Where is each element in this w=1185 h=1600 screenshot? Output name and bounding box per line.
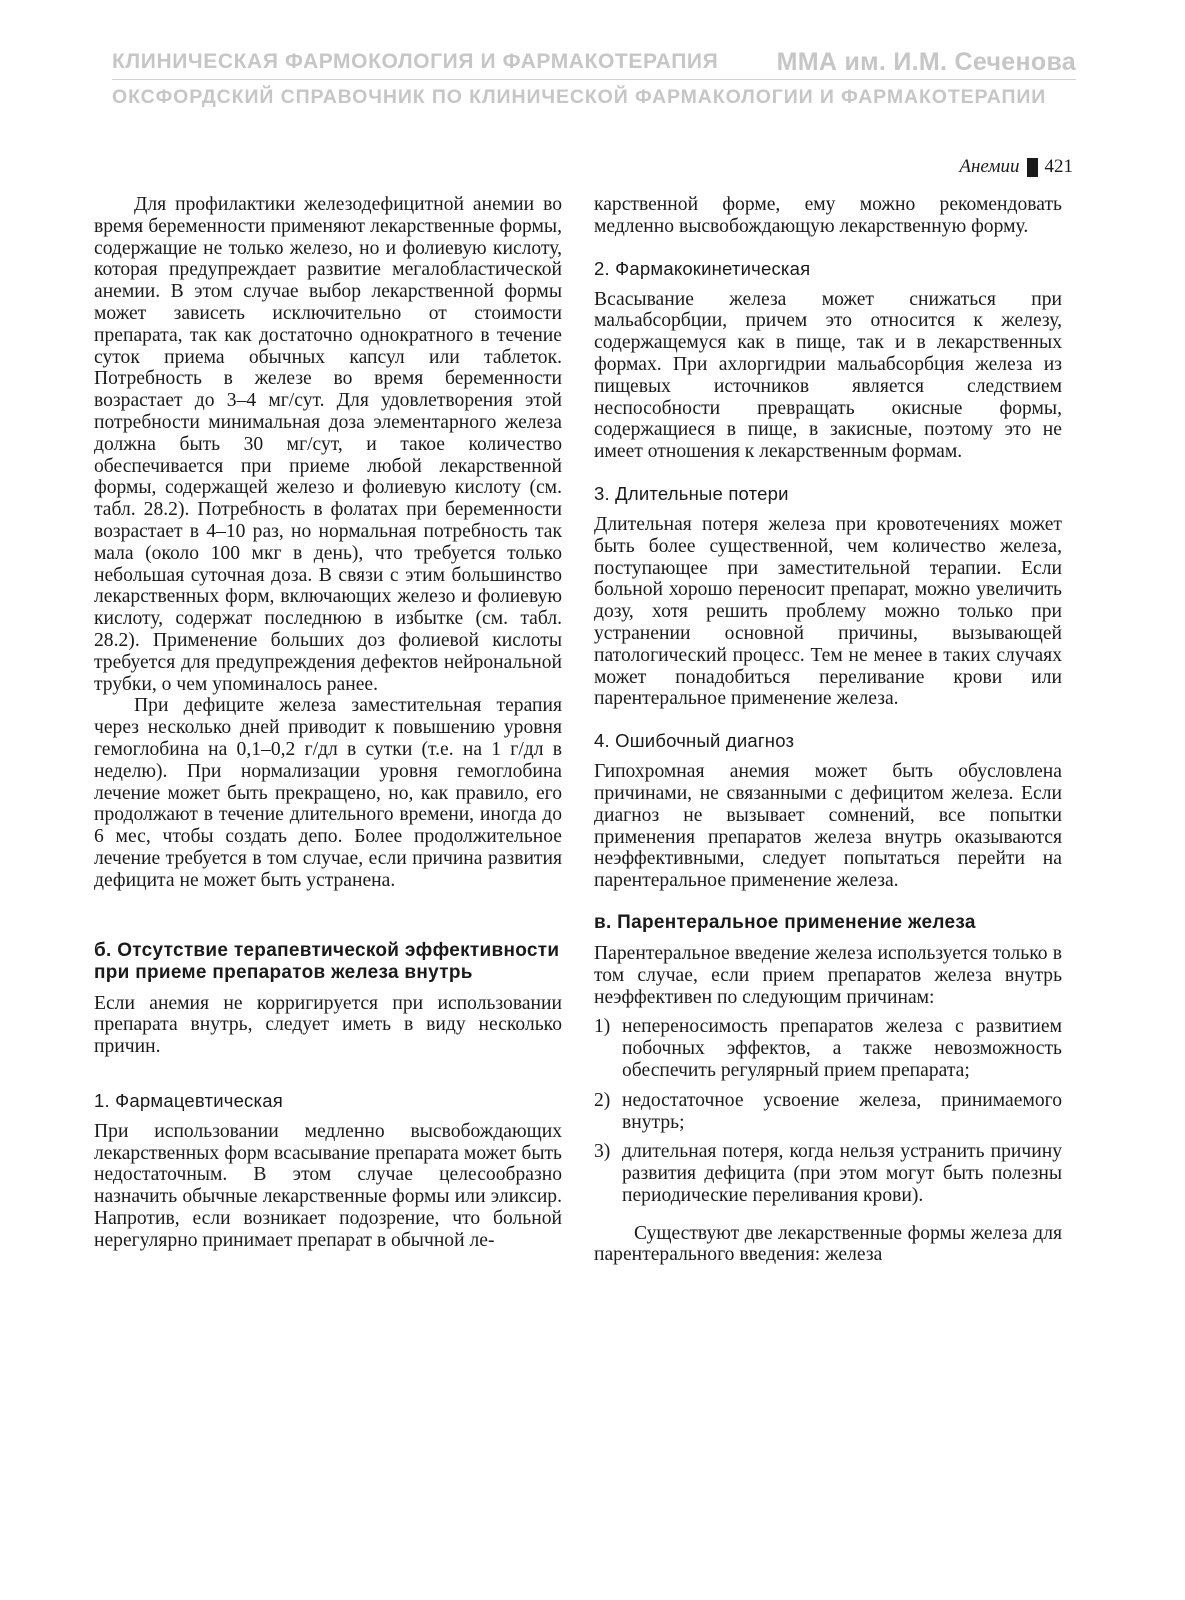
paragraph-replacement-therapy: При дефиците железа заместительная терапия через несколько дней приводит к повышению уровня гемоглобина на 0,1–0,2 г/дл в сутки (т.е. на 1 г/дл в неделю). При нормализации уровня гемоглобина лечение может быть прекращено, но, как правило, его продолжают в течение длительного времени, иногда до 6 мес, чтобы создать депо. Более продолжительное лечение требуется в том случае, если причина развития дефицита не может быть устранена.	[94, 695, 562, 891]
subsection-1-text: При использовании медленно высвобождающих лекарственных форм всасывание препарата может быть недостаточным. В этом случае целесообразно назначить обычные лекарственные формы или эликсир. Напротив, если возникает подозрение, что больной нерегулярно принимает препарат в обычной ле-	[94, 1120, 562, 1251]
list-item-text: длительная потеря, когда нельзя устранить причину развития дефицита (при этом могут быть полезны периодические переливания крови).	[622, 1141, 1062, 1206]
list-item-number: 1)	[594, 1016, 611, 1038]
list-item-text: непереносимость препаратов железа с развитием побочных эффектов, а также невозможность обеспечить регулярный прием препарата;	[622, 1016, 1062, 1081]
section-b-text: Если анемия не корригируется при использовании препарата внутрь, следует иметь в виду несколько причин.	[94, 992, 562, 1058]
paragraph-prophylaxis: Для профилактики железодефицитной анемии во время беременности применяют лекарственные формы, содержащие не только железо, но и фолиевую кислоту, которая предупреждает развитие мегалобластической анемии. В этом случае выбор лекарственной формы может зависеть исключительно от стоимости препарата, так как достаточно однократного в течение суток приема обычных капсул или таблеток. Потребность в железе во время беременности возрастает до 3–4 мг/сут. Для удовлетворения этой потребности минимальная доза элементарного железа должна быть 30 мг/сут, и такое количество обеспечивается при приеме любой лекарственной формы, содержащей железо и фолиевую кислоту (см. табл. 28.2). Потребность в фолатах при беременности возрастает в 4–10 раз, но нормальная потребность так мала (около 100 мкг в день), что требуется только небольшая суточная доза. В связи с этим большинство лекарственных форм, включающих железо и фолиевую кислоту, содержат последнюю в избытке (см. табл. 28.2). Применение больших доз фолиевой кислоты требуется для предупреждения дефектов нейрональной трубки, о чем упоминалось ранее.	[94, 194, 562, 695]
subsection-1-heading: 1. Фармацевтическая	[94, 1089, 283, 1111]
chapter-title: Анемии	[959, 156, 1020, 177]
institution-name: ММА им. И.М. Сеченова	[776, 48, 1076, 76]
section-v-heading: в. Парентеральное применение железа	[594, 911, 976, 933]
list-item-number: 3)	[594, 1141, 611, 1163]
subsection-2-text: Всасывание железа может снижаться при мальабсорбции, причем это относится к железу, содержащемуся как в пище, так и в лекарственных формах. При ахлоргидрии мальабсорбция железа из пищевых источников является следствием неспособности превращать окисные формы, содержащиеся в пище, в закисные, поэтому это не имеет отношения к лекарственным формам.	[594, 288, 1062, 463]
reasons-list	[594, 1016, 1062, 1206]
closing-paragraph: Существуют две лекарственные формы железа для парентерального введения: железа	[594, 1222, 1062, 1266]
section-v-text: Парентеральное введение железа используется только в том случае, если прием препаратов железа внутрь неэффективен по следующим причинам:	[594, 942, 1062, 1008]
subsection-2-heading: 2. Фармакокинетическая	[594, 257, 811, 279]
page-header-series	[112, 50, 1076, 74]
right-column	[594, 194, 1062, 1266]
subsection-3-heading: 3. Длительные потери	[594, 482, 789, 504]
list-item-number: 2)	[594, 1089, 611, 1111]
subsection-4-heading: 4. Ошибочный диагноз	[594, 730, 795, 752]
page-number: 421	[1044, 156, 1073, 177]
running-head-block-mark	[1027, 158, 1038, 177]
subsection-3-text: Длительная потеря железа при кровотечениях может быть более существенной, чем количество железа, поступающее при заместительной терапии. Если больной хорошо переносит препарат, можно увеличить дозу, хотя решить проблему можно только при устранении основной причины, вызывающей патологический процесс. Тем не менее в таких случаях может понадобиться переливание крови или парентеральное применение железа.	[594, 513, 1062, 710]
series-title: КЛИНИЧЕСКАЯ ФАРМОКОЛОГИЯ И ФАРМАКОТЕРАПИЯ	[112, 50, 719, 73]
left-column	[94, 194, 562, 1252]
section-b-heading: б. Отсутствие терапевтической эффективности при приеме препаратов железа внутрь	[94, 939, 560, 983]
list-item-text: недостаточное усвоение железа, принимаемого внутрь;	[622, 1089, 1062, 1133]
subsection-1-text-continued: карственной форме, ему можно рекомендовать медленно высвобождающую лекарственную форму.	[594, 194, 1062, 237]
list-item	[594, 1016, 1062, 1081]
header-divider	[112, 79, 1076, 80]
list-item	[594, 1141, 1062, 1206]
running-head	[959, 156, 1073, 178]
list-item	[594, 1090, 1062, 1134]
subsection-4-text: Гипохромная анемия может быть обусловлена причинами, не связанными с дефицитом железа. Если диагноз не вызывает сомнений, все попытки применения препаратов железа внутрь оказываются неэффективными, следует попытаться перейти на парентеральное применение железа.	[594, 761, 1062, 892]
book-title: ОКСФОРДСКИЙ СПРАВОЧНИК ПО КЛИНИЧЕСКОЙ ФАРМАКОЛОГИИ И ФАРМАКОТЕРАПИИ	[112, 86, 1047, 108]
